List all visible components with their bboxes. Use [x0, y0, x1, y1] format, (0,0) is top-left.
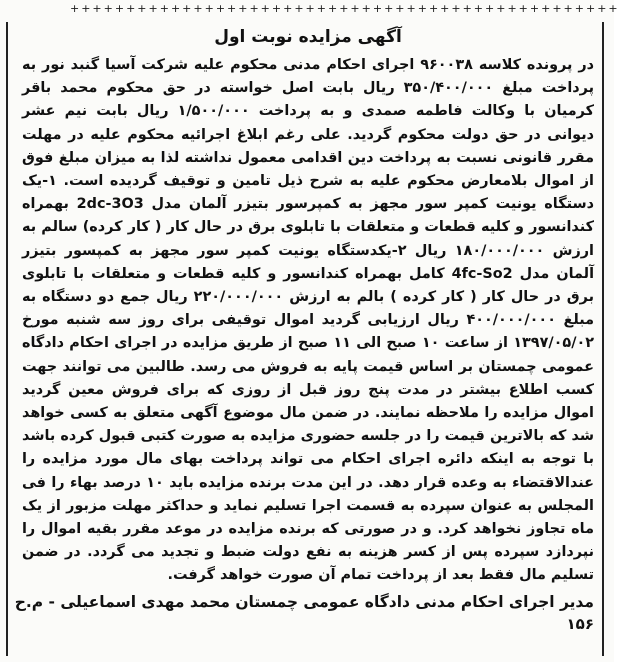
notice-signature: مدیر اجرای احکام مدنی دادگاه عمومی چمستان محمد مهدی اسماعیلی - م.ح [14, 592, 594, 611]
auction-notice [14, 22, 595, 634]
reference-number: ۱۵۶ [566, 614, 594, 633]
decorative-border: +++++++++++++++++++++++++++++++++++++++++++++++++ [70, 2, 620, 15]
notice-body: در پرونده کلاسه ۹۶۰۰۳۸ اجرای احکام مدنی محکوم علیه شرکت آسیا گنبد نور به پرداخت مبلغ ۳۵۰/۴۰۰/۰۰۰ ریال بابت اصل خواسته در حق محکوم محمد باقر کرمیان با وکالت فاطمه صمدی و به پرداخت ۱/۵۰۰/۰۰۰ ریال بابت نیم عشر دیوانی در حق دولت محکوم گردید. علی رغم ابلاغ اجرائیه محکوم علیه در مهلت مقرر قانونی نسبت به پرداخت دین اقدامی معمول نداشته لذا به میزان مبلغ فوق از اموال بلامعارض محکوم علیه به شرح ذیل تامین و توقیف گردیده است. ۱-یک دستگاه یونیت کمپر سور مجهز به کمپرسور بتیزر آلمان مدل 2dc-3O3 بهمراه کندانسور و کلیه قطعات و متعلقات با تابلوی برق در حال کار ( کار کرده) سالم به ارزش ۱۸۰/۰۰۰/۰۰۰ ریال ۲-یکدستگاه یونیت کمپر سور مجهز به کمپسور بتیزر آلمان مدل 4fc-So2 کامل بهمراه کندانسور و کلیه قطعات و متعلقات با تابلوی برق در حال کار ( کار کرده ) بالم به ارزش ۲۲۰/۰۰۰/۰۰۰ ریال جمع دو دستگاه به مبلغ ۴۰۰/۰۰۰/۰۰۰ ریال ارزیابی گردید اموال توقیفی برای روز سه شنبه مورخ ۱۳۹۷/۰۵/۰۲ از ساعت ۱۰ صبح الی ۱۱ صبح از طریق مزایده در اجرای احکام دادگاه عمومی چمستان بر اساس قیمت پایه به فروش می رسد. طالبین می توانند جهت کسب اطلاع بیشتر در مدت پنج روز قبل از روزی که برای فروش معین گردید اموال مزایده را ملاحظه نمایند. در ضمن مال موضوع آگهی متعلق به کسی خواهد شد که بالاترین قیمت را در جلسه حضوری مزایده به صورت کتبی قبول کرده باشد با توجه به اینکه دائره اجرای احکام می تواند پرداخت بهای مال مورد مزایده را عندالاقتضاء به وعده قرار دهد. در این مدت برنده مزایده باید ۱۰ درصد بهاء را فی المجلس به عنوان سپرده به قسمت اجرا تسلیم نماید و حداکثر مهلت مزبور از یک ماه تجاوز نخواهد کرد. و در صورتی که برنده مزایده در موعد مقرر بقیه اموال را نپردازد سپرده پس از کسر هزینه به نفع دولت ضبط و تجدید می گردد. در ضمن تسلیم مال فقط بعد از پرداخت تمام آن صورت خواهد گرفت. [22, 57, 595, 584]
notice-title: آگهی مزایده نوبت اول [214, 27, 402, 47]
